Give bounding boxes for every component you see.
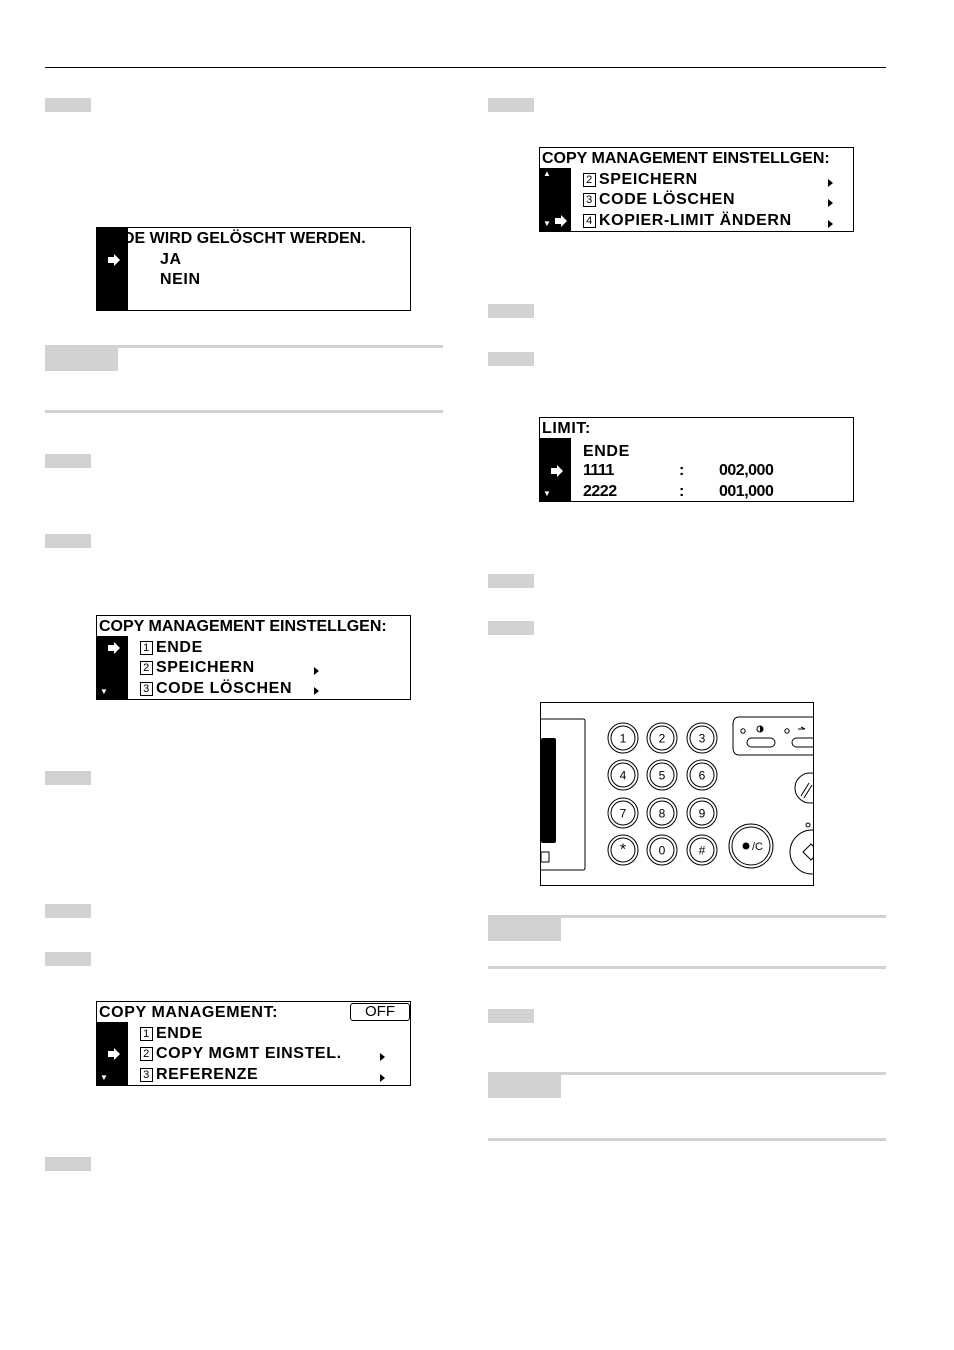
note-bottom-bar <box>488 966 886 969</box>
lcd-menu-item[interactable] <box>583 211 792 231</box>
item-label: SPEICHERN <box>156 659 255 676</box>
lcd-menu-item[interactable] <box>140 658 255 678</box>
keypad-key-9[interactable] <box>687 798 717 828</box>
submenu-arrow-icon <box>380 1074 385 1082</box>
keypad-key-8[interactable] <box>647 798 677 828</box>
item-number: 3 <box>583 193 596 207</box>
lcd-menu-item[interactable] <box>140 679 292 699</box>
lcd-menu-item[interactable] <box>140 1065 258 1085</box>
keypad-key-label: 4 <box>619 768 627 783</box>
cursor-arrow-icon <box>554 214 568 228</box>
lcd-limit <box>539 417 854 502</box>
keypad-key-label: * <box>619 841 627 859</box>
submenu-arrow-icon <box>828 220 833 228</box>
keypad-key-2[interactable] <box>647 723 677 753</box>
keypad-key-label: 7 <box>619 806 627 821</box>
step-marker <box>45 454 91 468</box>
page-top-rule <box>45 67 886 68</box>
cursor-arrow-icon <box>107 641 121 655</box>
limit-value: 002,000 <box>719 462 774 479</box>
submenu-arrow-icon <box>828 199 833 207</box>
keypad-key-4[interactable] <box>608 760 638 790</box>
lcd-title: COPY MANAGEMENT EINSTELLGEN: <box>542 150 830 167</box>
step-marker <box>488 574 534 588</box>
item-number: 3 <box>140 1068 153 1082</box>
step-marker <box>45 534 91 548</box>
item-label: ENDE <box>156 1025 203 1042</box>
keypad-key-5[interactable] <box>647 760 677 790</box>
limit-code[interactable]: 2222 <box>583 483 617 500</box>
item-number: 2 <box>583 173 596 187</box>
keypad-key-6[interactable] <box>687 760 717 790</box>
lcd-menu-item[interactable] <box>583 170 698 190</box>
item-label: KOPIER-LIMIT ÄNDERN <box>599 212 792 229</box>
lcd-menu-item[interactable] <box>140 1024 203 1044</box>
lcd-delete-confirm <box>96 227 411 311</box>
note-tab <box>488 1074 561 1098</box>
submenu-arrow-icon <box>828 179 833 187</box>
lcd-option-nein[interactable]: NEIN <box>160 271 201 288</box>
scroll-down-icon: ▼ <box>543 219 551 228</box>
item-label: COPY MGMT EINSTEL. <box>156 1045 342 1062</box>
lcd-copy-management-settings-scrolled <box>539 147 854 232</box>
note-bottom-bar <box>45 410 443 413</box>
step-marker <box>45 771 91 785</box>
keypad-key-label: 9 <box>698 806 706 821</box>
item-number: 4 <box>583 214 596 228</box>
note-tab <box>488 917 561 941</box>
step-marker <box>45 952 91 966</box>
item-number: 3 <box>140 682 153 696</box>
stop-clear-label: /C <box>752 841 763 853</box>
item-label: REFERENZE <box>156 1066 259 1083</box>
lcd-menu-item[interactable] <box>140 638 203 658</box>
limit-separator: : <box>679 462 685 479</box>
step-marker <box>488 1009 534 1023</box>
lcd-title: COPY MANAGEMENT: <box>99 1004 279 1021</box>
limit-value: 001,000 <box>719 483 774 500</box>
keypad-key-1[interactable] <box>608 723 638 753</box>
keypad-key-label: 1 <box>619 731 627 746</box>
limit-separator: : <box>679 483 685 500</box>
lcd-title: LIMIT: <box>542 420 591 437</box>
scroll-down-icon: ▼ <box>100 687 108 696</box>
keypad-key-#[interactable] <box>687 835 717 865</box>
lcd-menu-item[interactable] <box>583 190 735 210</box>
item-label: SPEICHERN <box>599 171 698 188</box>
item-label: CODE LÖSCHEN <box>599 191 736 208</box>
lcd-menu-item[interactable]: ENDE <box>583 443 630 460</box>
step-marker <box>488 621 534 635</box>
step-marker <box>45 904 91 918</box>
limit-code[interactable]: 1111 <box>583 462 614 479</box>
keypad-key-*[interactable] <box>608 835 638 865</box>
submenu-arrow-icon <box>380 1053 385 1061</box>
item-number: 2 <box>140 661 153 675</box>
lcd-copy-management-main <box>96 1001 411 1086</box>
note-tab <box>45 347 118 371</box>
cursor-arrow-icon <box>107 253 121 267</box>
cursor-arrow-icon <box>107 1047 121 1061</box>
keypad-key-label: 8 <box>658 806 666 821</box>
lcd-title: CODE WIRD GELÖSCHT WERDEN. <box>99 230 366 247</box>
step-marker <box>45 1157 91 1171</box>
keypad-key-label: 5 <box>658 768 666 783</box>
status-badge: OFF <box>350 1003 410 1021</box>
lcd-option-ja[interactable]: JA <box>160 251 182 268</box>
keypad-key-label: 2 <box>658 731 666 746</box>
keypad-drawing <box>541 703 814 886</box>
keypad-key-label: 3 <box>698 731 706 746</box>
step-marker <box>488 352 534 366</box>
lcd-menu-item[interactable] <box>140 1044 342 1064</box>
item-number: 1 <box>140 641 153 655</box>
operation-panel-illustration <box>540 702 814 886</box>
item-number: 2 <box>140 1047 153 1061</box>
keypad-key-label: 6 <box>698 768 706 783</box>
cursor-arrow-icon <box>550 464 564 478</box>
submenu-arrow-icon <box>314 687 319 695</box>
step-marker <box>488 98 534 112</box>
submenu-arrow-icon <box>314 667 319 675</box>
item-label: CODE LÖSCHEN <box>156 680 293 697</box>
keypad-key-0[interactable] <box>647 835 677 865</box>
item-number: 1 <box>140 1027 153 1041</box>
step-marker <box>45 98 91 112</box>
keypad-key-label: 0 <box>658 843 666 858</box>
note-bottom-bar <box>488 1138 886 1141</box>
lcd-title: COPY MANAGEMENT EINSTELLGEN: <box>99 618 387 635</box>
scroll-down-icon: ▼ <box>543 489 551 498</box>
keypad-key-3[interactable] <box>687 723 717 753</box>
keypad-key-label: # <box>698 843 706 858</box>
item-label: ENDE <box>156 639 203 656</box>
step-marker <box>488 304 534 318</box>
keypad-key-7[interactable] <box>608 798 638 828</box>
scroll-up-icon: ▲ <box>543 169 551 178</box>
lcd-copy-management-settings <box>96 615 411 700</box>
scroll-down-icon: ▼ <box>100 1073 108 1082</box>
